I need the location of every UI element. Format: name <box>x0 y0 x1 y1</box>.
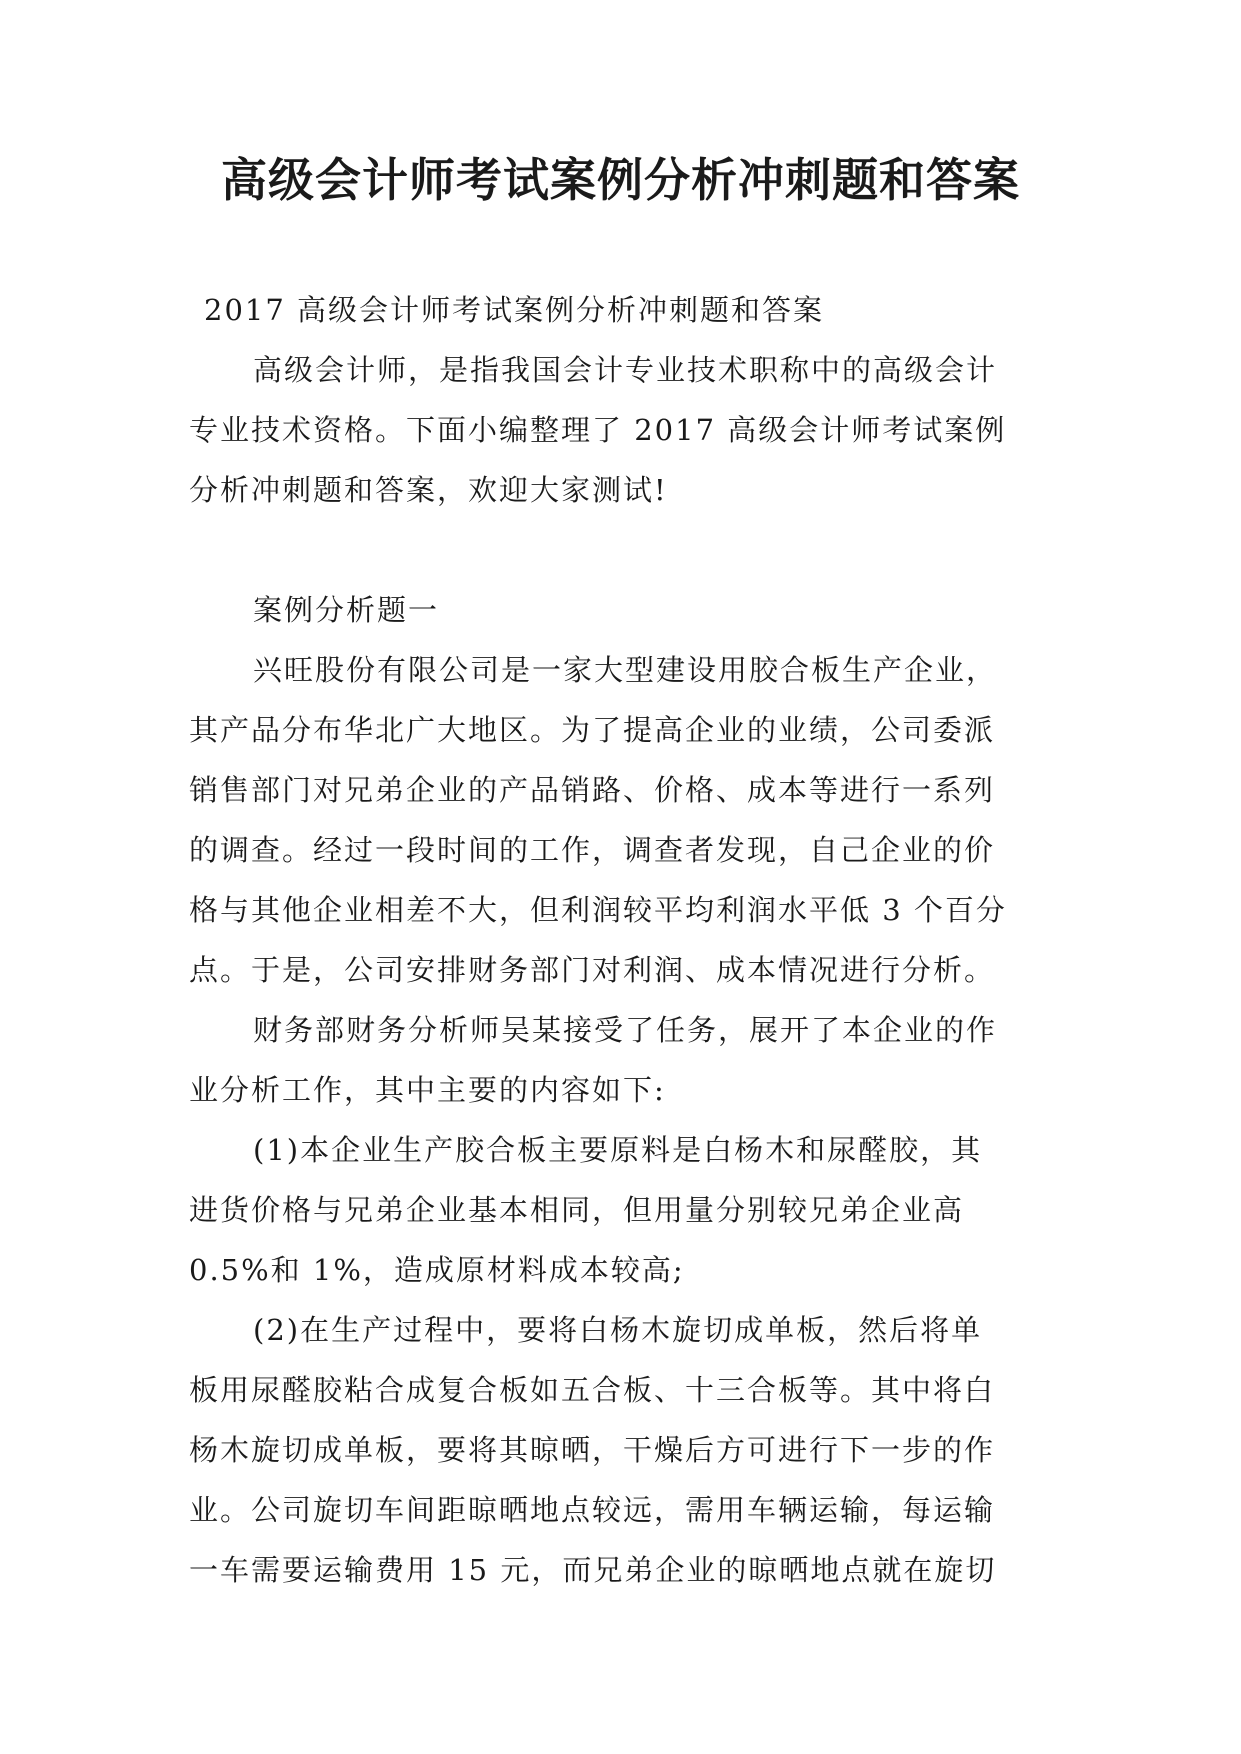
section-heading: 案例分析题一 <box>253 593 440 627</box>
paragraph-line: 点。于是，公司安排财务部门对利润、成本情况进行分析。 <box>189 953 996 987</box>
document-body <box>189 280 1049 1600</box>
paragraph-line: 格与其他企业相差不大，但利润较平均利润水平低 3 个百分 <box>189 893 1007 927</box>
paragraph-line: 销售部门对兄弟企业的产品销路、价格、成本等进行一系列 <box>189 773 996 807</box>
paragraph-line: (2)在生产过程中，要将白杨木旋切成单板，然后将单 <box>253 1313 983 1347</box>
paragraph-line: 专业技术资格。下面小编整理了 2017 高级会计师考试案例 <box>189 413 1007 447</box>
paragraph-line: 财务部财务分析师吴某接受了任务，展开了本企业的作 <box>253 1013 998 1047</box>
document-subtitle: 2017 高级会计师考试案例分析冲刺题和答案 <box>204 293 825 327</box>
paragraph-line: 分析冲刺题和答案，欢迎大家测试! <box>189 473 668 507</box>
paragraph-line: 板用尿醛胶粘合成复合板如五合板、十三合板等。其中将白 <box>189 1373 996 1407</box>
paragraph-line: (1)本企业生产胶合板主要原料是白杨木和尿醛胶，其 <box>253 1133 983 1167</box>
paragraph-line: 杨木旋切成单板，要将其晾晒，干燥后方可进行下一步的作 <box>189 1433 996 1467</box>
paragraph-line: 0.5%和 1%，造成原材料成本较高; <box>189 1253 685 1287</box>
paragraph-line: 兴旺股份有限公司是一家大型建设用胶合板生产企业， <box>253 653 998 687</box>
paragraph-line: 一车需要运输费用 15 元，而兄弟企业的晾晒地点就在旋切 <box>189 1553 997 1587</box>
paragraph-line: 高级会计师，是指我国会计专业技术职称中的高级会计 <box>253 353 998 387</box>
paragraph-line: 业。公司旋切车间距晾晒地点较远，需用车辆运输，每运输 <box>189 1493 996 1527</box>
paragraph-line: 业分析工作，其中主要的内容如下: <box>189 1073 666 1107</box>
document-title: 高级会计师考试案例分析冲刺题和答案 <box>221 153 1020 207</box>
paragraph-line: 其产品分布华北广大地区。为了提高企业的业绩，公司委派 <box>189 713 996 747</box>
paragraph-line: 的调查。经过一段时间的工作，调查者发现，自己企业的价 <box>189 833 996 867</box>
paragraph-line: 进货价格与兄弟企业基本相同，但用量分别较兄弟企业高 <box>189 1193 965 1227</box>
blank-line <box>189 520 1049 580</box>
